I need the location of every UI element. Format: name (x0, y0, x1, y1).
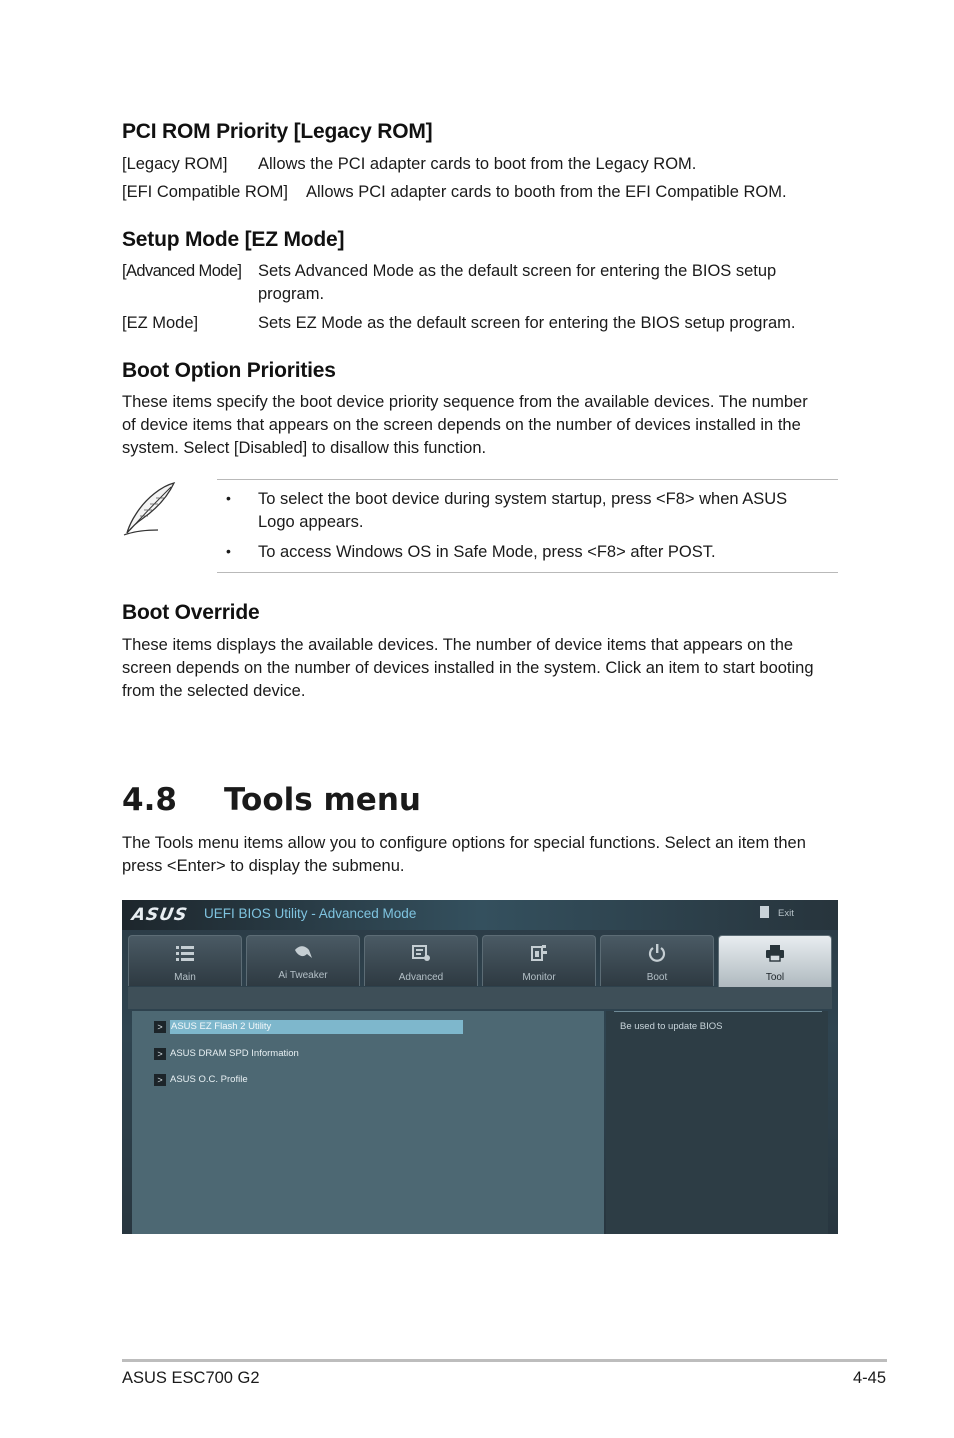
footer-product: ASUS ESC700 G2 (122, 1369, 260, 1387)
monitor-icon (529, 944, 549, 962)
tab-boot[interactable] (600, 935, 714, 986)
tab-main[interactable] (128, 935, 242, 986)
tab-label: Main (174, 972, 196, 983)
option-desc: Sets EZ Mode as the default screen for entering the BIOS setup program. (258, 314, 796, 332)
section-paragraph: These items displays the available devices. The number of device items that appears on the screen depends on the number of devices installed in the system. Click an item to start booting from the selected device. (122, 636, 814, 700)
chapter-intro: The Tools menu items allow you to configure options for special functions. Select an item then press <Enter> to display the submenu. (122, 834, 806, 875)
note-divider-bottom (217, 572, 838, 573)
tab-label: Monitor (522, 972, 556, 983)
feather-note-icon (122, 480, 180, 538)
help-divider (614, 1011, 822, 1012)
exit-icon[interactable] (760, 906, 769, 918)
bios-menu-item-label: ASUS DRAM SPD Information (170, 1048, 299, 1059)
chevron-right-icon: > (154, 1048, 166, 1060)
tab-label: Boot (646, 972, 668, 983)
bios-menu-item-label: ASUS O.C. Profile (170, 1074, 248, 1085)
option-term: [EZ Mode] (122, 314, 199, 332)
list-icon (175, 944, 195, 962)
bios-menu-item-label: ASUS EZ Flash 2 Utility (170, 1020, 463, 1034)
option-desc-cont: program. (258, 285, 325, 303)
bios-menu-item-ez-flash[interactable] (154, 1020, 463, 1034)
bios-menu-panel (132, 1011, 604, 1234)
power-icon (647, 944, 667, 962)
bios-title: UEFI BIOS Utility - Advanced Mode (204, 906, 417, 921)
option-term: [Legacy ROM] (122, 155, 228, 173)
bios-menu-item-oc-profile[interactable] (154, 1073, 248, 1087)
chevron-right-icon: > (154, 1021, 166, 1033)
bios-tab-bar (128, 935, 834, 987)
option-desc: Sets Advanced Mode as the default screen for entering the BIOS setup (258, 262, 777, 280)
section-heading-boot-override: Boot Override (122, 601, 260, 624)
advanced-icon (411, 944, 431, 962)
chevron-right-icon: > (154, 1074, 166, 1086)
bios-menu-item-dram-spd[interactable] (154, 1047, 299, 1061)
option-desc: Allows PCI adapter cards to booth from the EFI Compatible ROM. (306, 183, 787, 201)
tab-monitor[interactable] (482, 935, 596, 986)
tab-advanced[interactable] (364, 935, 478, 986)
tweaker-icon (293, 944, 313, 962)
bios-screenshot (122, 900, 838, 1234)
option-term: [EFI Compatible ROM] (122, 183, 288, 201)
section-heading-pci-rom: PCI ROM Priority [Legacy ROM] (122, 120, 433, 143)
section-paragraph: These items specify the boot device priority sequence from the available devices. The number of device items that appears on the screen depends on the number of devices installed in the system. Select [Disabled] to disallow this function. (122, 393, 808, 457)
tab-tool[interactable] (718, 935, 832, 988)
bullet-dot: • (226, 543, 231, 559)
tab-label: Tool (765, 972, 785, 983)
page-number: 4-45 (853, 1369, 887, 1387)
footer-rule (122, 1359, 887, 1362)
option-term: [Advanced Mode] (122, 262, 242, 280)
bios-title-bar (122, 900, 838, 930)
section-heading-setup-mode: Setup Mode [EZ Mode] (122, 228, 345, 251)
note-divider-top (217, 479, 838, 480)
section-heading-boot-priorities: Boot Option Priorities (122, 359, 336, 382)
tab-ai-tweaker[interactable] (246, 935, 360, 986)
exit-button[interactable]: Exit (778, 908, 794, 919)
tab-label: Advanced (398, 972, 444, 983)
note-bullet-text: To select the boot device during system startup, press <F8> when ASUS Logo appears. (258, 490, 788, 531)
asus-logo: ASUS (130, 905, 190, 925)
option-desc: Allows the PCI adapter cards to boot from the Legacy ROM. (258, 155, 697, 173)
note-bullet-text: To access Windows OS in Safe Mode, press <F8> after POST. (258, 543, 716, 561)
printer-icon (765, 944, 785, 962)
tab-label: Ai Tweaker (278, 970, 328, 981)
bios-help-panel (606, 1011, 828, 1234)
chapter-title: Tools menu (224, 782, 421, 818)
chapter-number: 4.8 (122, 782, 177, 818)
bios-help-text: Be used to update BIOS (620, 1021, 723, 1032)
bullet-dot: • (226, 490, 231, 506)
bios-sub-header (128, 987, 832, 1009)
